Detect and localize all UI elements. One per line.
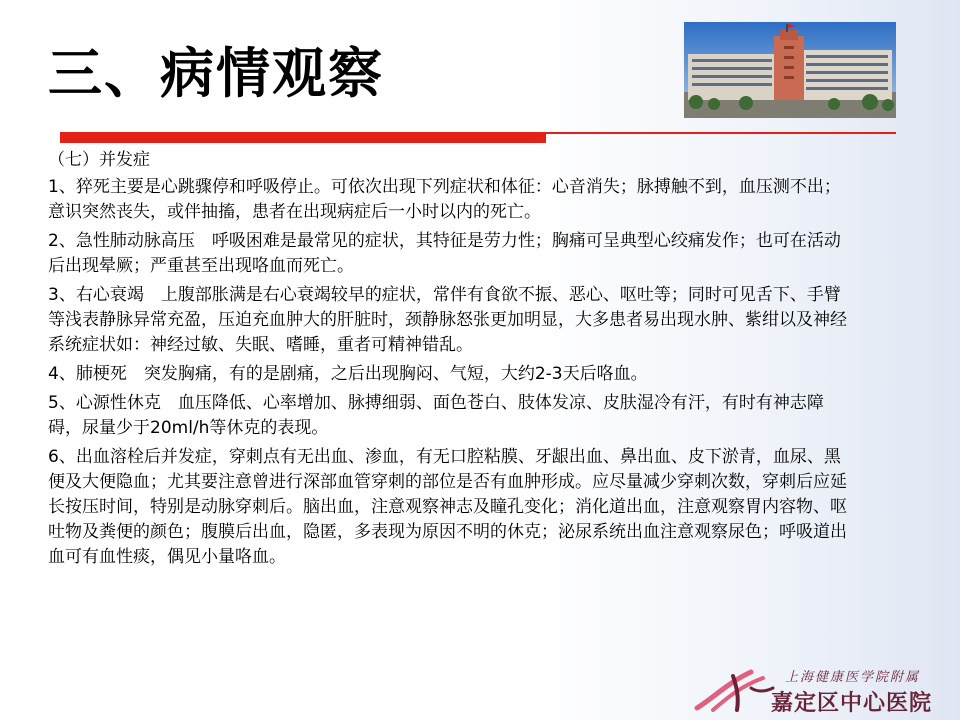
paragraph-cardiogenic-shock: 5、心源性休克 血压降低、心率增加、脉搏细弱、面色苍白、肢体发凉、皮肤湿冷有汗，有时有神志障碍，尿量少于20ml/h等休克的表现。	[48, 393, 824, 438]
title-underline-bar	[60, 132, 546, 143]
hospital-logo-mark-icon	[693, 668, 775, 712]
logo-affiliation-text: 上海健康医学院附属	[785, 670, 921, 685]
paragraph-pulmonary-infarction: 4、肺梗死 突发胸痛，有的是剧痛，之后出现胸闷、气短，大约2-3天后咯血。	[48, 364, 648, 384]
paragraph-right-heart-failure: 3、右心衰竭 上腹部胀满是右心衰竭较早的症状，常伴有食欲不振、恶心、呕吐等；同时可见舌下、手臂等浅表静脉异常充盈，压迫充血肿大的肝脏时，颈静脉怒张更加明显，大多患者易出现水肿、紫绀以及神经系统症状如：神经过敏、失眠、嗜睡，重者可精神错乱。	[48, 285, 847, 355]
paragraph-thrombolysis-complications: 6、出血溶栓后并发症，穿刺点有无出血、渗血，有无口腔粘膜、牙龈出血、鼻出血、皮下淤青，血尿、黑便及大便隐血；尤其要注意曾进行深部血管穿刺的部位是否有血肿形成。应尽量减少穿刺次数，穿刺后应延长按压时间，特别是动脉穿刺后。脑出血，注意观察神志及瞳孔变化；消化道出血，注意观察胃内容物、呕吐物及粪便的颜色；腹膜后出血，隐匿，多表现为原因不明的休克；泌尿系统出血注意观察尿色；呼吸道出血可有血性痰，偶见小量咯血。	[48, 447, 847, 567]
title-underline-line	[546, 132, 896, 134]
hospital-logo	[693, 660, 955, 716]
section-heading: （七）并发症	[48, 150, 150, 170]
hospital-building-illustration	[684, 22, 896, 118]
content-body	[48, 148, 848, 574]
hospital-building-photo	[684, 22, 896, 118]
logo-hospital-name: 嘉定区中心医院	[771, 691, 933, 716]
paragraph-sudden-death: 1、猝死主要是心跳骤停和呼吸停止。可依次出现下列症状和体征：心音消失；脉搏触不到，血压测不出；意识突然丧失，或伴抽搐，患者在出现病症后一小时以内的死亡。	[48, 177, 841, 222]
paragraph-pulmonary-hypertension: 2、急性肺动脉高压 呼吸困难是最常见的症状，其特征是劳力性；胸痛可呈典型心绞痛发作；也可在活动后出现晕厥；严重甚至出现咯血而死亡。	[48, 231, 841, 276]
slide-title: 三、病情观察	[48, 42, 384, 105]
